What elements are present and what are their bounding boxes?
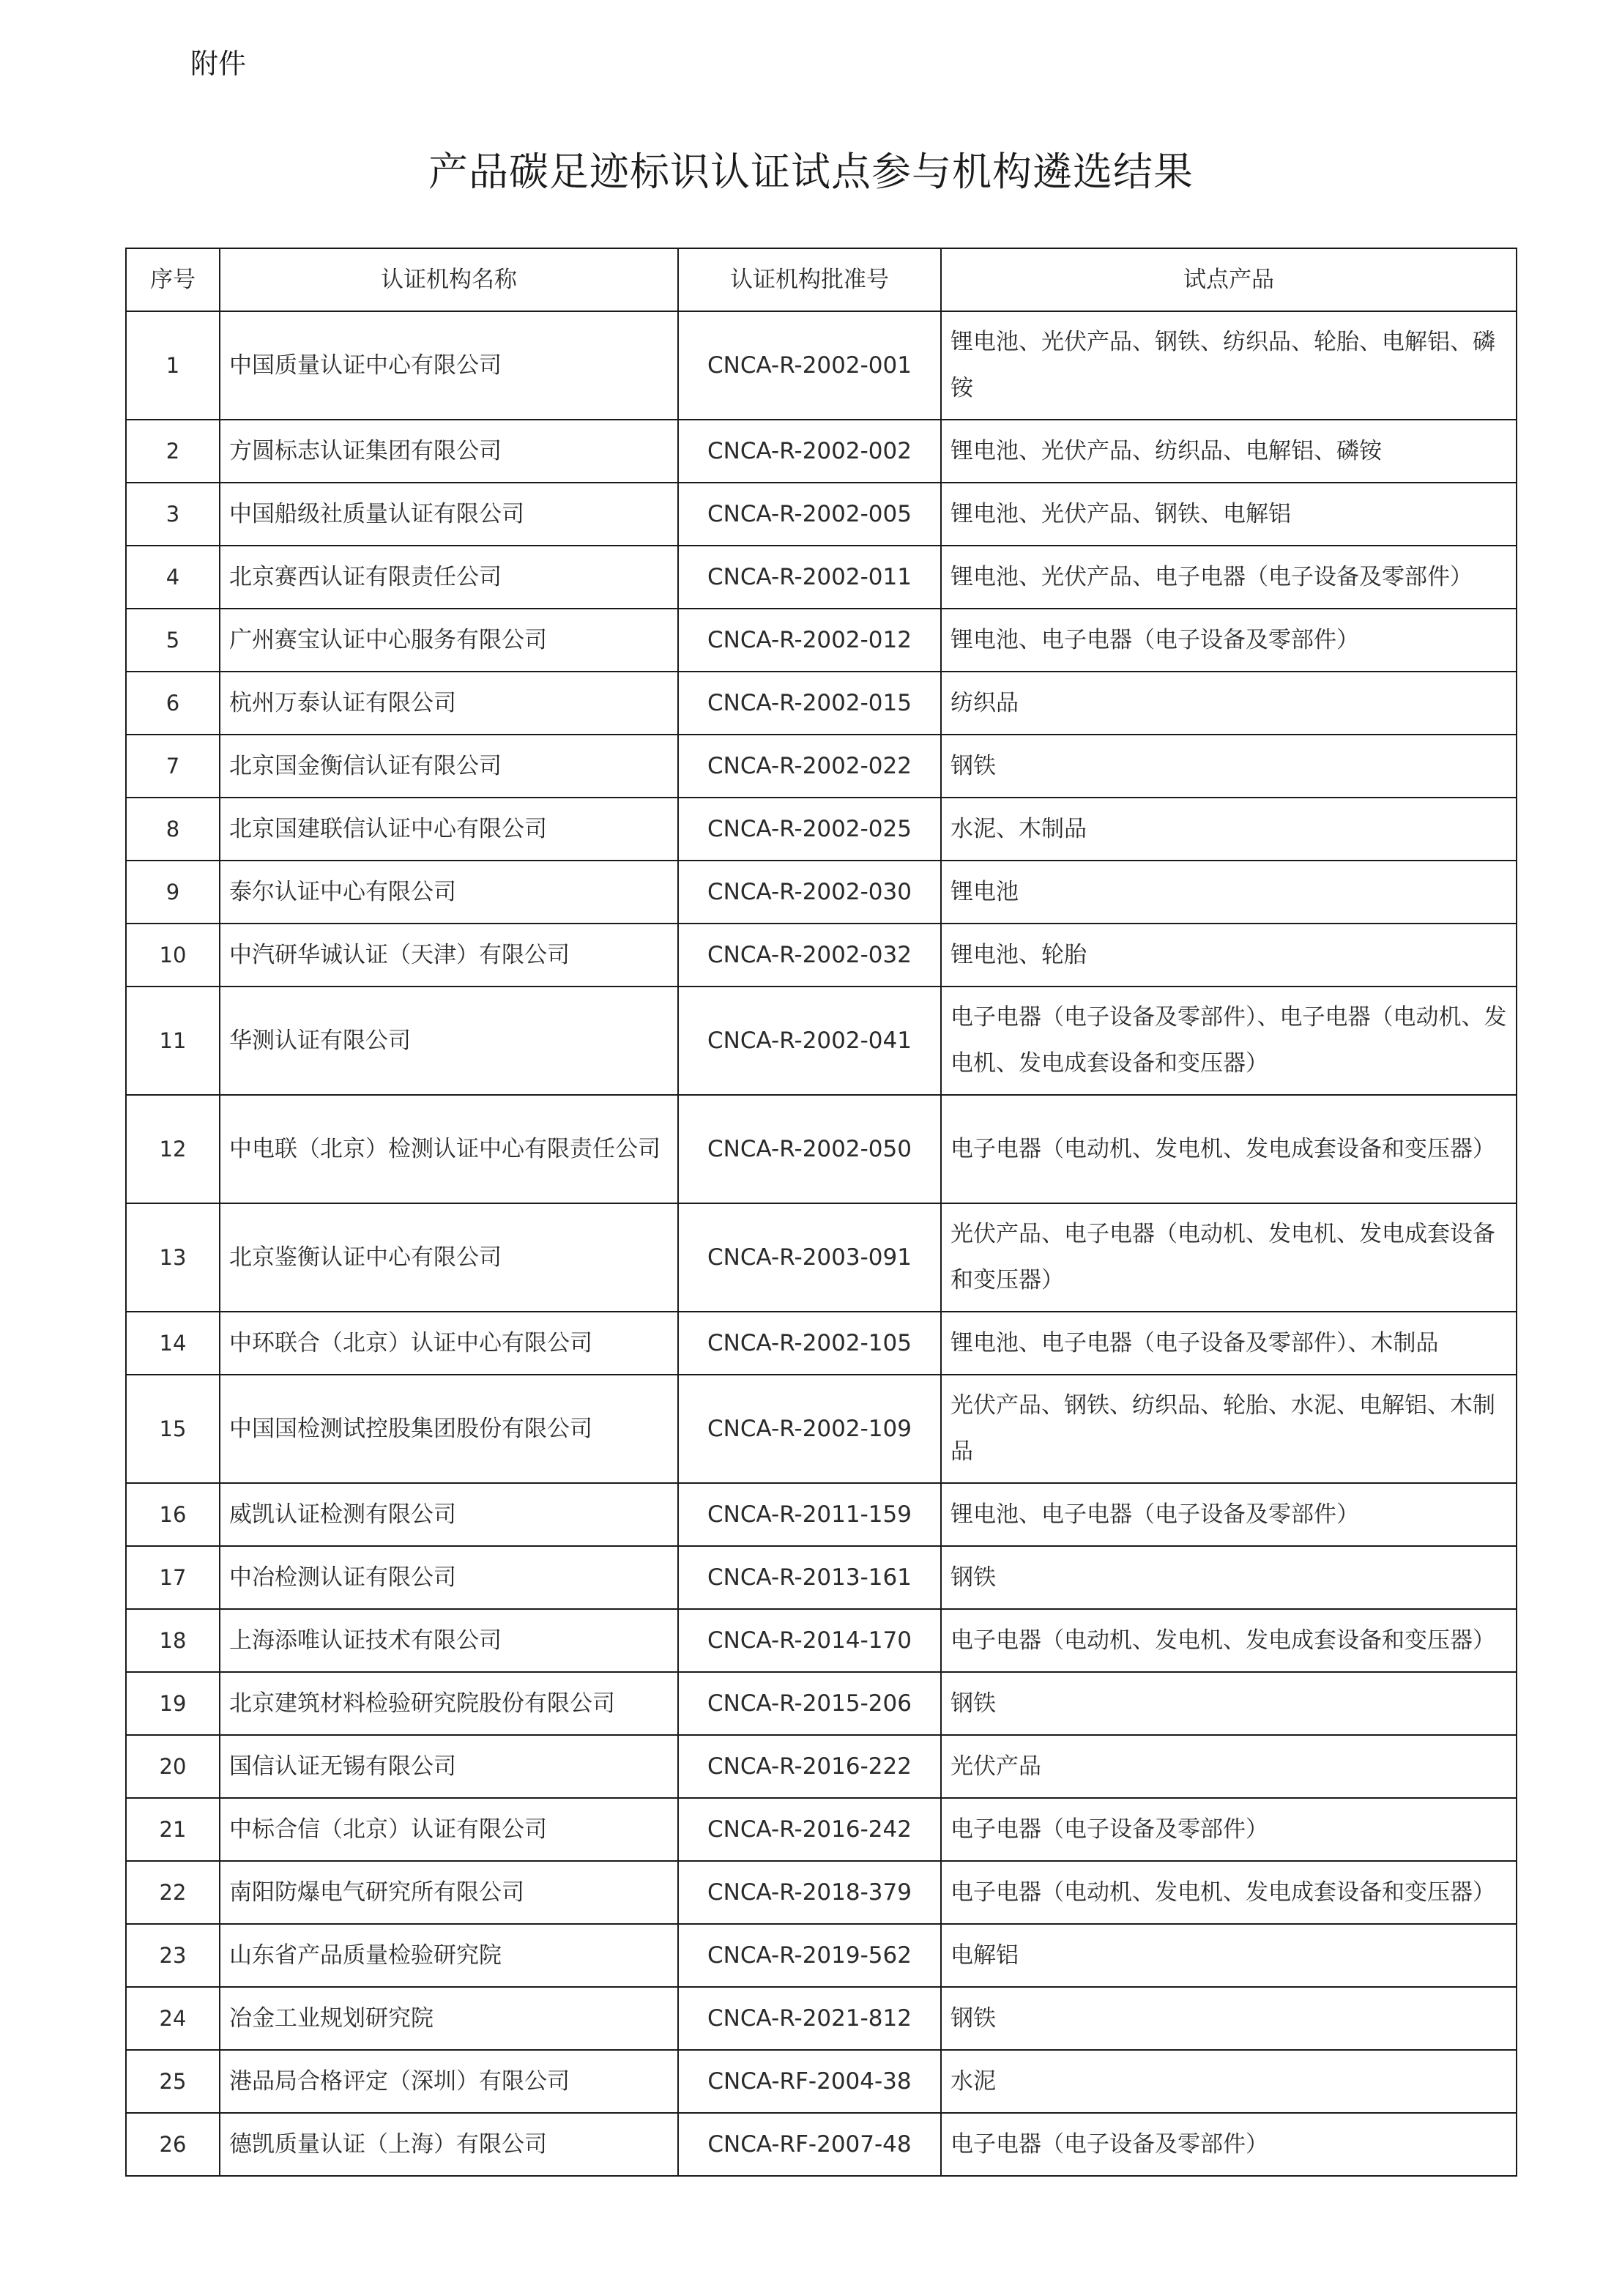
cell-serial-number: 25 [126, 2050, 220, 2113]
cell-pilot-products: 电子电器（电子设备及零部件） [941, 2113, 1517, 2176]
cell-approval-number: CNCA-R-2002-002 [678, 420, 941, 483]
cell-serial-number: 18 [126, 1609, 220, 1672]
table-row [126, 420, 1517, 483]
table-row [126, 1609, 1517, 1672]
cell-institution-name: 华测认证有限公司 [220, 987, 678, 1095]
cell-pilot-products: 钢铁 [941, 735, 1517, 798]
cell-pilot-products: 电解铝 [941, 1924, 1517, 1987]
table-row [126, 861, 1517, 924]
table-row [126, 735, 1517, 798]
cell-institution-name: 北京国金衡信认证有限公司 [220, 735, 678, 798]
cell-pilot-products: 电子电器（电子设备及零部件） [941, 1798, 1517, 1861]
cell-serial-number: 9 [126, 861, 220, 924]
table-row [126, 1987, 1517, 2050]
cell-institution-name: 北京国建联信认证中心有限公司 [220, 798, 678, 861]
cell-pilot-products: 水泥 [941, 2050, 1517, 2113]
header-approval-number: 认证机构批准号 [678, 248, 941, 311]
attachment-label: 附件 [190, 48, 247, 80]
table-row [126, 1798, 1517, 1861]
cell-serial-number: 21 [126, 1798, 220, 1861]
cell-approval-number: CNCA-RF-2007-48 [678, 2113, 941, 2176]
cell-pilot-products: 光伏产品 [941, 1735, 1517, 1798]
table-row [126, 924, 1517, 987]
cell-pilot-products: 电子电器（电子设备及零部件）、电子电器（电动机、发电机、发电成套设备和变压器） [941, 987, 1517, 1095]
cell-approval-number: CNCA-R-2002-109 [678, 1375, 941, 1483]
table-row [126, 2113, 1517, 2176]
cell-institution-name: 山东省产品质量检验研究院 [220, 1924, 678, 1987]
cell-institution-name: 中国船级社质量认证有限公司 [220, 483, 678, 546]
cell-serial-number: 17 [126, 1546, 220, 1609]
cell-institution-name: 南阳防爆电气研究所有限公司 [220, 1861, 678, 1924]
cell-approval-number: CNCA-R-2002-030 [678, 861, 941, 924]
document-title: 产品碳足迹标识认证试点参与机构遴选结果 [428, 149, 1194, 195]
cell-pilot-products: 光伏产品、电子电器（电动机、发电机、发电成套设备和变压器） [941, 1203, 1517, 1312]
cell-serial-number: 24 [126, 1987, 220, 2050]
cell-serial-number: 1 [126, 311, 220, 420]
table-row [126, 311, 1517, 420]
table-row [126, 1095, 1517, 1203]
cell-pilot-products: 纺织品 [941, 672, 1517, 735]
cell-approval-number: CNCA-R-2002-011 [678, 546, 941, 609]
cell-serial-number: 6 [126, 672, 220, 735]
cell-serial-number: 11 [126, 987, 220, 1095]
cell-approval-number: CNCA-R-2018-379 [678, 1861, 941, 1924]
table-row [126, 1735, 1517, 1798]
cell-institution-name: 威凯认证检测有限公司 [220, 1483, 678, 1546]
cell-approval-number: CNCA-R-2002-012 [678, 609, 941, 672]
table-row [126, 1546, 1517, 1609]
cell-approval-number: CNCA-R-2016-242 [678, 1798, 941, 1861]
cell-approval-number: CNCA-R-2002-015 [678, 672, 941, 735]
cell-approval-number: CNCA-R-2013-161 [678, 1546, 941, 1609]
cell-pilot-products: 电子电器（电动机、发电机、发电成套设备和变压器） [941, 1095, 1517, 1203]
cell-pilot-products: 钢铁 [941, 1672, 1517, 1735]
cell-pilot-products: 钢铁 [941, 1546, 1517, 1609]
cell-approval-number: CNCA-R-2002-041 [678, 987, 941, 1095]
table-row [126, 987, 1517, 1095]
cell-institution-name: 北京赛西认证有限责任公司 [220, 546, 678, 609]
cell-serial-number: 19 [126, 1672, 220, 1735]
cell-pilot-products: 锂电池、电子电器（电子设备及零部件）、木制品 [941, 1312, 1517, 1375]
cell-pilot-products: 锂电池、轮胎 [941, 924, 1517, 987]
cell-approval-number: CNCA-R-2002-005 [678, 483, 941, 546]
cell-serial-number: 13 [126, 1203, 220, 1312]
cell-pilot-products: 光伏产品、钢铁、纺织品、轮胎、水泥、电解铝、木制品 [941, 1375, 1517, 1483]
cell-institution-name: 北京建筑材料检验研究院股份有限公司 [220, 1672, 678, 1735]
cell-serial-number: 7 [126, 735, 220, 798]
cell-serial-number: 10 [126, 924, 220, 987]
cell-approval-number: CNCA-R-2003-091 [678, 1203, 941, 1312]
cell-approval-number: CNCA-R-2002-105 [678, 1312, 941, 1375]
cell-pilot-products: 锂电池、光伏产品、钢铁、电解铝 [941, 483, 1517, 546]
cell-institution-name: 方圆标志认证集团有限公司 [220, 420, 678, 483]
header-serial-number: 序号 [126, 248, 220, 311]
cell-serial-number: 4 [126, 546, 220, 609]
cell-approval-number: CNCA-R-2002-050 [678, 1095, 941, 1203]
cell-approval-number: CNCA-R-2016-222 [678, 1735, 941, 1798]
cell-institution-name: 北京鉴衡认证中心有限公司 [220, 1203, 678, 1312]
cell-serial-number: 3 [126, 483, 220, 546]
cell-serial-number: 14 [126, 1312, 220, 1375]
cell-pilot-products: 锂电池、光伏产品、电子电器（电子设备及零部件） [941, 546, 1517, 609]
cell-institution-name: 冶金工业规划研究院 [220, 1987, 678, 2050]
table-row [126, 798, 1517, 861]
cell-serial-number: 15 [126, 1375, 220, 1483]
header-pilot-products: 试点产品 [941, 248, 1517, 311]
cell-approval-number: CNCA-R-2002-032 [678, 924, 941, 987]
cell-pilot-products: 水泥、木制品 [941, 798, 1517, 861]
cell-pilot-products: 锂电池、光伏产品、钢铁、纺织品、轮胎、电解铝、磷铵 [941, 311, 1517, 420]
cell-institution-name: 中国国检测试控股集团股份有限公司 [220, 1375, 678, 1483]
cell-pilot-products: 电子电器（电动机、发电机、发电成套设备和变压器） [941, 1609, 1517, 1672]
header-institution-name: 认证机构名称 [220, 248, 678, 311]
cell-serial-number: 8 [126, 798, 220, 861]
cell-institution-name: 中环联合（北京）认证中心有限公司 [220, 1312, 678, 1375]
selection-result-table [125, 248, 1517, 2177]
cell-approval-number: CNCA-R-2011-159 [678, 1483, 941, 1546]
cell-institution-name: 中汽研华诚认证（天津）有限公司 [220, 924, 678, 987]
table-header-row [126, 248, 1517, 311]
cell-pilot-products: 锂电池 [941, 861, 1517, 924]
cell-institution-name: 上海添唯认证技术有限公司 [220, 1609, 678, 1672]
cell-institution-name: 港品局合格评定（深圳）有限公司 [220, 2050, 678, 2113]
cell-pilot-products: 电子电器（电动机、发电机、发电成套设备和变压器） [941, 1861, 1517, 1924]
table-row [126, 609, 1517, 672]
cell-serial-number: 12 [126, 1095, 220, 1203]
table-row [126, 483, 1517, 546]
cell-pilot-products: 锂电池、电子电器（电子设备及零部件） [941, 1483, 1517, 1546]
table-row [126, 546, 1517, 609]
cell-approval-number: CNCA-R-2002-025 [678, 798, 941, 861]
cell-pilot-products: 锂电池、电子电器（电子设备及零部件） [941, 609, 1517, 672]
cell-serial-number: 23 [126, 1924, 220, 1987]
table-row [126, 1861, 1517, 1924]
table-row [126, 2050, 1517, 2113]
cell-institution-name: 广州赛宝认证中心服务有限公司 [220, 609, 678, 672]
cell-approval-number: CNCA-R-2002-022 [678, 735, 941, 798]
cell-serial-number: 22 [126, 1861, 220, 1924]
table-body [126, 311, 1517, 2176]
cell-institution-name: 中冶检测认证有限公司 [220, 1546, 678, 1609]
cell-serial-number: 16 [126, 1483, 220, 1546]
cell-institution-name: 中电联（北京）检测认证中心有限责任公司 [220, 1095, 678, 1203]
cell-institution-name: 德凯质量认证（上海）有限公司 [220, 2113, 678, 2176]
table-row [126, 1312, 1517, 1375]
cell-institution-name: 泰尔认证中心有限公司 [220, 861, 678, 924]
cell-approval-number: CNCA-RF-2004-38 [678, 2050, 941, 2113]
cell-institution-name: 杭州万泰认证有限公司 [220, 672, 678, 735]
cell-serial-number: 20 [126, 1735, 220, 1798]
cell-institution-name: 国信认证无锡有限公司 [220, 1735, 678, 1798]
cell-institution-name: 中标合信（北京）认证有限公司 [220, 1798, 678, 1861]
cell-approval-number: CNCA-R-2002-001 [678, 311, 941, 420]
table-row [126, 1203, 1517, 1312]
cell-serial-number: 2 [126, 420, 220, 483]
cell-pilot-products: 钢铁 [941, 1987, 1517, 2050]
table-row [126, 1483, 1517, 1546]
cell-approval-number: CNCA-R-2014-170 [678, 1609, 941, 1672]
table-row [126, 1375, 1517, 1483]
cell-approval-number: CNCA-R-2015-206 [678, 1672, 941, 1735]
table-row [126, 672, 1517, 735]
table-row [126, 1924, 1517, 1987]
cell-approval-number: CNCA-R-2019-562 [678, 1924, 941, 1987]
table-row [126, 1672, 1517, 1735]
cell-institution-name: 中国质量认证中心有限公司 [220, 311, 678, 420]
cell-serial-number: 5 [126, 609, 220, 672]
cell-serial-number: 26 [126, 2113, 220, 2176]
cell-pilot-products: 锂电池、光伏产品、纺织品、电解铝、磷铵 [941, 420, 1517, 483]
cell-approval-number: CNCA-R-2021-812 [678, 1987, 941, 2050]
